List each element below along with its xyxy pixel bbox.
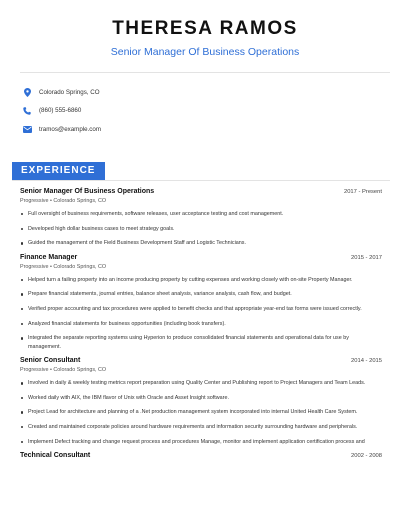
- job-bullet: Full oversight of business requirements, software releases, user acceptance testing and cost management.: [20, 210, 382, 218]
- job-bullet: Worked daily with AIX, the IBM flavor of Unix with Oracle and Asset Insight software.: [20, 394, 382, 402]
- job-bullets: [20, 276, 382, 351]
- job-bullet: Created and maintained corporate policies around hardware requirements and information security surrounding hardware and peripherals.: [20, 423, 382, 431]
- job-company-line: Progressive • Colorado Springs, CO: [20, 367, 107, 374]
- job-title: Finance Manager: [20, 253, 78, 261]
- job-dates: 2017 - Present: [343, 189, 382, 195]
- job-bullet: Prepare financial statements, journal entries, balance sheet analysis, variance analysis, cash flow, and budget.: [20, 290, 382, 298]
- job-location: Colorado Springs, CO: [53, 263, 107, 270]
- job-entry: [20, 188, 382, 248]
- location-pin-icon: [22, 87, 32, 97]
- candidate-name: THERESA RAMOS: [112, 18, 298, 39]
- contact-location: [22, 83, 410, 101]
- phone-icon: [22, 106, 32, 116]
- resume-header: [0, 0, 410, 58]
- job-entry: [20, 254, 382, 351]
- job-bullet: Integrated the separate reporting systems using Hyperion to produce consolidated financial statements and operational data for use by management.: [20, 334, 382, 351]
- contact-location-text: Colorado Springs, CO: [39, 88, 100, 96]
- job-bullet: Guided the management of the Field Business Development Staff and Logistic Technicians.: [20, 239, 382, 247]
- job-dates: 2014 - 2015: [351, 358, 382, 365]
- job-bullet: Implement Defect tracking and change request process and procedures Manage, monitor and implement application certification process and: [20, 438, 382, 446]
- job-company: Progressive: [20, 263, 49, 270]
- job-bullet: Project Lead for architecture and planning of a .Net production management system incorporated into internal United Health Care System.: [20, 408, 382, 416]
- job-bullet: Verified proper accounting and tax procedures were applied to benefit checks and that appropriate year-end tax forms were issued correctly.: [20, 305, 382, 313]
- section-divider: [12, 180, 390, 181]
- contact-list: [0, 73, 410, 138]
- contact-phone-text: (860) 555-6860: [39, 107, 82, 114]
- contact-phone: [22, 102, 410, 120]
- job-title: Senior Manager Of Business Operations: [20, 188, 155, 195]
- job-company-line: Progressive • Colorado Springs, CO: [20, 263, 107, 270]
- job-title: Technical Consultant: [20, 452, 91, 460]
- job-company: Progressive: [20, 198, 49, 204]
- job-bullets: [20, 210, 382, 248]
- candidate-role: Senior Manager Of Business Operations: [110, 46, 300, 58]
- job-entry: [20, 357, 382, 446]
- job-bullet: Developed high dollar business cases to meet strategy goals.: [20, 225, 382, 233]
- job-location: Colorado Springs, CO: [53, 198, 107, 204]
- section-title-experience: EXPERIENCE: [12, 162, 105, 180]
- job-location: Colorado Springs, CO: [53, 367, 107, 374]
- job-company: Progressive: [20, 367, 49, 374]
- job-dates: 2002 - 2008: [351, 453, 382, 460]
- job-entry: [20, 452, 382, 459]
- job-dates: 2015 - 2017: [351, 254, 382, 261]
- contact-email-text: tramos@example.com: [39, 125, 101, 133]
- job-company-line: Progressive • Colorado Springs, CO: [20, 198, 107, 204]
- envelope-icon: [22, 124, 32, 134]
- job-bullet: Analyzed financial statements for business opportunities (including book transfers).: [20, 320, 382, 328]
- job-title: Senior Consultant: [20, 357, 81, 365]
- contact-email: [22, 120, 410, 138]
- job-bullets: [20, 379, 382, 446]
- job-bullet: Involved in daily & weekly testing metrics report preparation using Quality Center and Publishing report to Project Managers and Team Leads.: [20, 379, 382, 387]
- experience-list: [20, 188, 382, 464]
- job-bullet: Helped turn a failing property into an income producing property by cutting expenses and working closely with on-site Property Manager.: [20, 276, 382, 284]
